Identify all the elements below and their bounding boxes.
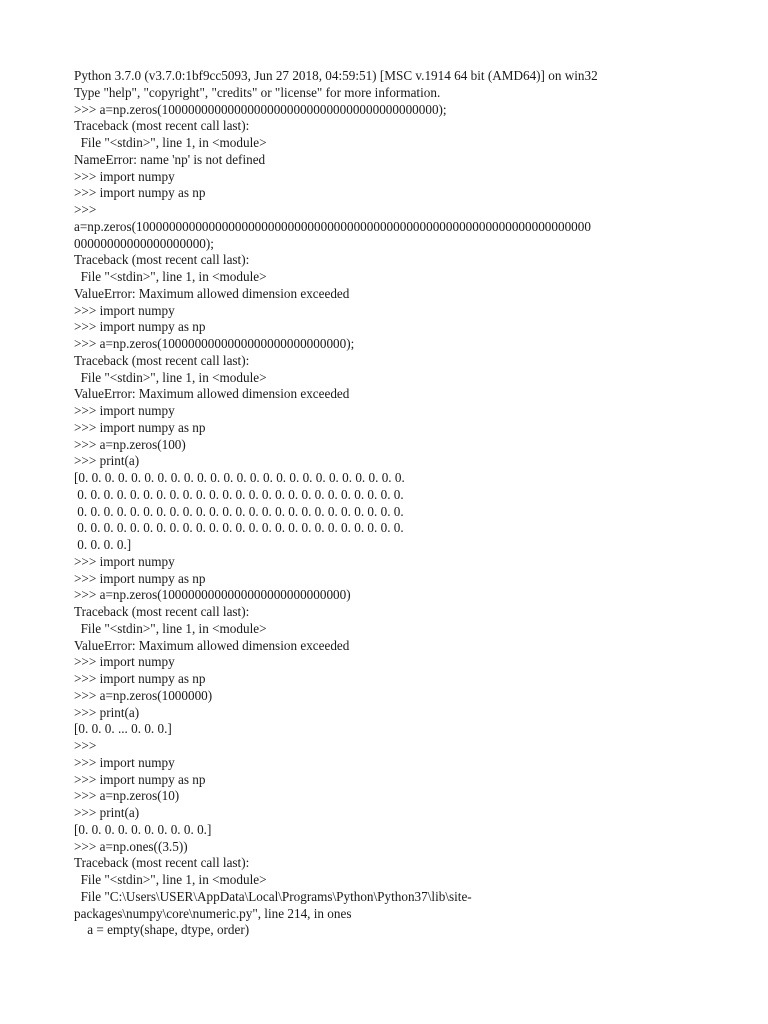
transcript-line: >>> import numpy bbox=[74, 403, 175, 418]
transcript-line: >>> a=np.zeros(1000000000000000000000000000) bbox=[74, 587, 351, 603]
transcript-line: 00000000000000000000); bbox=[74, 235, 214, 251]
transcript-line: [0. 0. 0. ... 0. 0. 0.] bbox=[74, 721, 172, 737]
transcript-line: 0. 0. 0. 0. 0. 0. 0. 0. 0. 0. 0. 0. 0. 0. 0. 0. 0. 0. 0. 0. 0. 0. 0. 0. 0. bbox=[74, 486, 404, 502]
transcript-line: >>> print(a) bbox=[74, 453, 140, 469]
transcript-line: >>> bbox=[74, 202, 97, 217]
transcript-line: File "<stdin>", line 1, in <module> bbox=[74, 269, 267, 284]
transcript-line: >>> import numpy as np bbox=[74, 771, 206, 787]
transcript-line: >>> bbox=[74, 738, 97, 753]
transcript-line: >>> a=np.zeros(100000000000000000000000000000000000000000); bbox=[74, 101, 447, 117]
transcript-line: ValueError: Maximum allowed dimension exceeded bbox=[74, 637, 350, 653]
transcript-line: File "<stdin>", line 1, in <module> bbox=[74, 872, 267, 887]
transcript-line: >>> a=np.zeros(1000000000000000000000000000); bbox=[74, 336, 355, 351]
transcript-line: ValueError: Maximum allowed dimension exceeded bbox=[74, 285, 350, 301]
transcript-line: >>> import numpy as np bbox=[74, 319, 206, 335]
transcript-line-help-hint: Type "help", "copyright", "credits" or "license" for more information. bbox=[74, 84, 441, 100]
transcript-line: >>> import numpy as np bbox=[74, 671, 206, 686]
transcript-line: File "<stdin>", line 1, in <module> bbox=[74, 369, 267, 385]
transcript-line: packages\numpy\core\numeric.py", line 214, in ones bbox=[74, 905, 352, 921]
transcript-line: a=np.zeros(100000000000000000000000000000000000000000000000000000000000000000000 bbox=[74, 218, 591, 234]
transcript-line: >>> a=np.zeros(100) bbox=[74, 436, 186, 452]
transcript-line: >>> import numpy bbox=[74, 302, 175, 318]
transcript-line: >>> a=np.ones((3.5)) bbox=[74, 838, 188, 854]
transcript-line-version: Python 3.7.0 (v3.7.0:1bf9cc5093, Jun 27 2018, 04:59:51) [MSC v.1914 64 bit (AMD64)] on win32 bbox=[74, 68, 598, 83]
transcript-line: File "C:\Users\USER\AppData\Local\Programs\Python\Python37\lib\site- bbox=[74, 888, 472, 904]
transcript-line: 0. 0. 0. 0. 0. 0. 0. 0. 0. 0. 0. 0. 0. 0. 0. 0. 0. 0. 0. 0. 0. 0. 0. 0. 0. bbox=[74, 520, 404, 536]
transcript-line: 0. 0. 0. 0.] bbox=[74, 537, 132, 552]
console-transcript bbox=[74, 68, 714, 939]
transcript-line: >>> a=np.zeros(1000000) bbox=[74, 687, 213, 703]
transcript-line: ValueError: Maximum allowed dimension exceeded bbox=[74, 386, 350, 402]
transcript-line: Traceback (most recent call last): bbox=[74, 604, 250, 619]
transcript-line: Traceback (most recent call last): bbox=[74, 252, 250, 268]
transcript-line: >>> import numpy bbox=[74, 168, 175, 184]
transcript-line: NameError: name 'np' is not defined bbox=[74, 151, 266, 167]
transcript-line: 0. 0. 0. 0. 0. 0. 0. 0. 0. 0. 0. 0. 0. 0. 0. 0. 0. 0. 0. 0. 0. 0. 0. 0. 0. bbox=[74, 503, 404, 519]
transcript-line: >>> import numpy as np bbox=[74, 419, 206, 435]
transcript-line: File "<stdin>", line 1, in <module> bbox=[74, 135, 267, 150]
transcript-line: >>> import numpy as np bbox=[74, 185, 206, 201]
transcript-line: [0. 0. 0. 0. 0. 0. 0. 0. 0. 0.] bbox=[74, 821, 212, 837]
transcript-line: >>> import numpy bbox=[74, 754, 175, 770]
transcript-line: File "<stdin>", line 1, in <module> bbox=[74, 620, 267, 636]
transcript-line: Traceback (most recent call last): bbox=[74, 118, 250, 134]
transcript-line: Traceback (most recent call last): bbox=[74, 352, 250, 368]
transcript-line: a = empty(shape, dtype, order) bbox=[74, 922, 250, 938]
transcript-line: >>> import numpy as np bbox=[74, 570, 206, 586]
transcript-line: >>> a=np.zeros(10) bbox=[74, 788, 180, 804]
transcript-line: >>> import numpy bbox=[74, 654, 175, 670]
transcript-line: >>> print(a) bbox=[74, 704, 140, 720]
transcript-line: >>> import numpy bbox=[74, 553, 175, 569]
transcript-line: Traceback (most recent call last): bbox=[74, 855, 250, 871]
transcript-line: >>> print(a) bbox=[74, 805, 140, 820]
transcript-line: [0. 0. 0. 0. 0. 0. 0. 0. 0. 0. 0. 0. 0. 0. 0. 0. 0. 0. 0. 0. 0. 0. 0. 0. 0. bbox=[74, 470, 405, 485]
